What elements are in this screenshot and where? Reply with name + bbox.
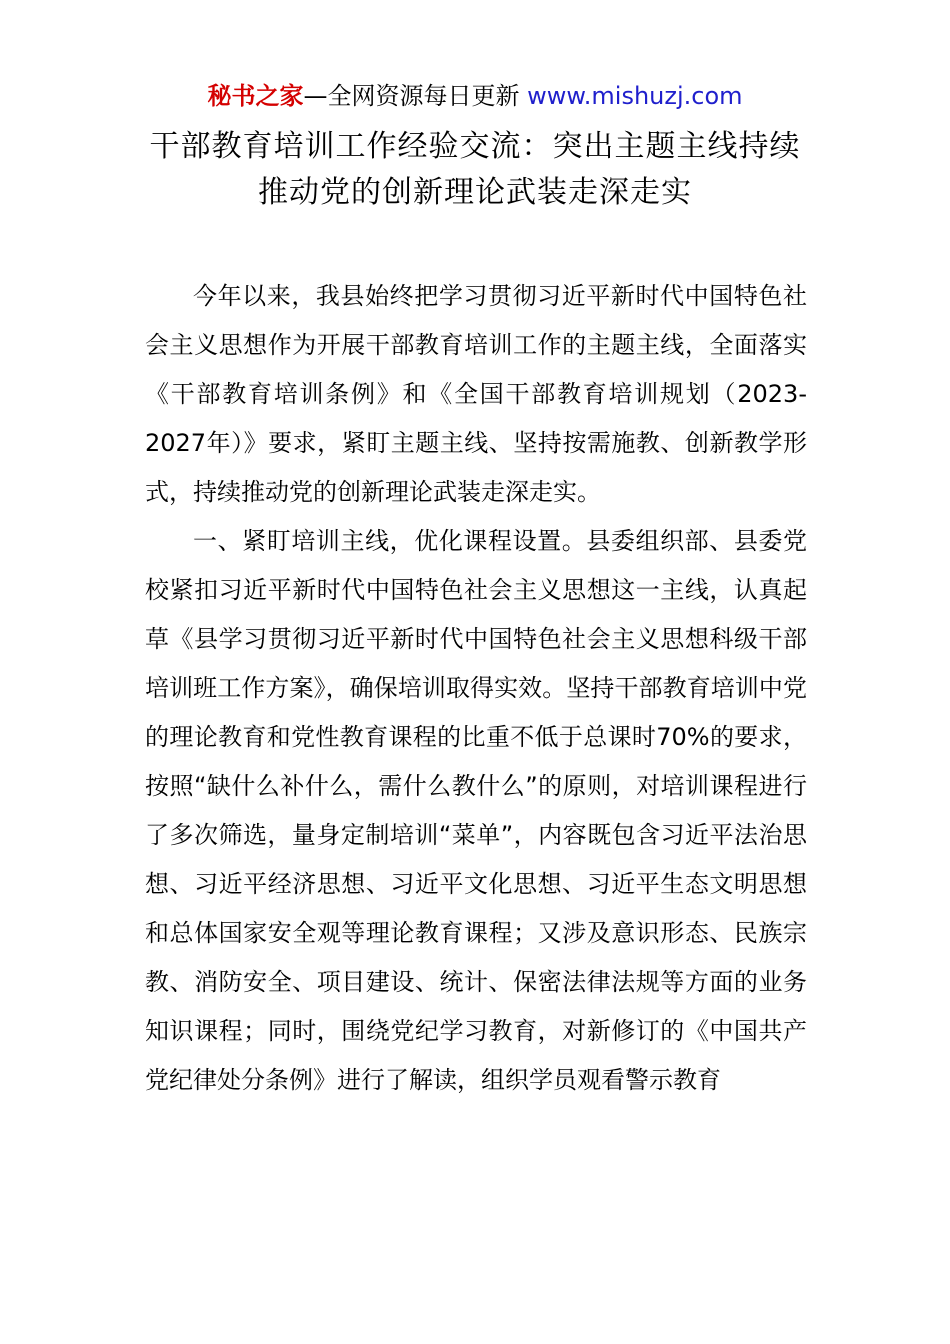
- paragraph-section-1: 一、紧盯培训主线，优化课程设置。县委组织部、县委党校紧扣习近平新时代中国特色社会主义思想这一主线，认真起草《县学习贯彻习近平新时代中国特色社会主义思想科级干部培训班工作方案》，确保培训取得实效。坚持干部教育培训中党的理论教育和党性教育课程的比重不低于总课时70%的要求，按照“缺什么补什么，需什么教什么”的原则，对培训课程进行了多次筛选，量身定制培训“菜单”，内容既包含习近平法治思想、习近平经济思想、习近平文化思想、习近平生态文明思想和总体国家安全观等理论教育课程；又涉及意识形态、民族宗教、消防安全、项目建设、统计、保密法律法规等方面的业务知识课程；同时，围绕党纪学习教育，对新修订的《中国共产党纪律处分条例》进行了解读，组织学员观看警示教育: [145, 527, 807, 1094]
- site-header: [0, 80, 950, 112]
- site-brand: 秘书之家: [207, 82, 304, 110]
- site-tagline: —全网资源每日更新: [303, 82, 528, 110]
- document-body: [145, 272, 807, 1105]
- paragraph-intro: 今年以来，我县始终把学习贯彻习近平新时代中国特色社会主义思想作为开展干部教育培训工作的主题主线，全面落实《干部教育培训条例》和《全国干部教育培训规划（2023-2027年）》要求，紧盯主题主线、坚持按需施教、创新教学形式，持续推动党的创新理论武装走深走实。: [145, 282, 807, 506]
- site-url-link[interactable]: www.mishuzj.com: [527, 82, 743, 110]
- document-title: 干部教育培训工作经验交流：突出主题主线持续推动党的创新理论武装走深走实: [149, 129, 801, 210]
